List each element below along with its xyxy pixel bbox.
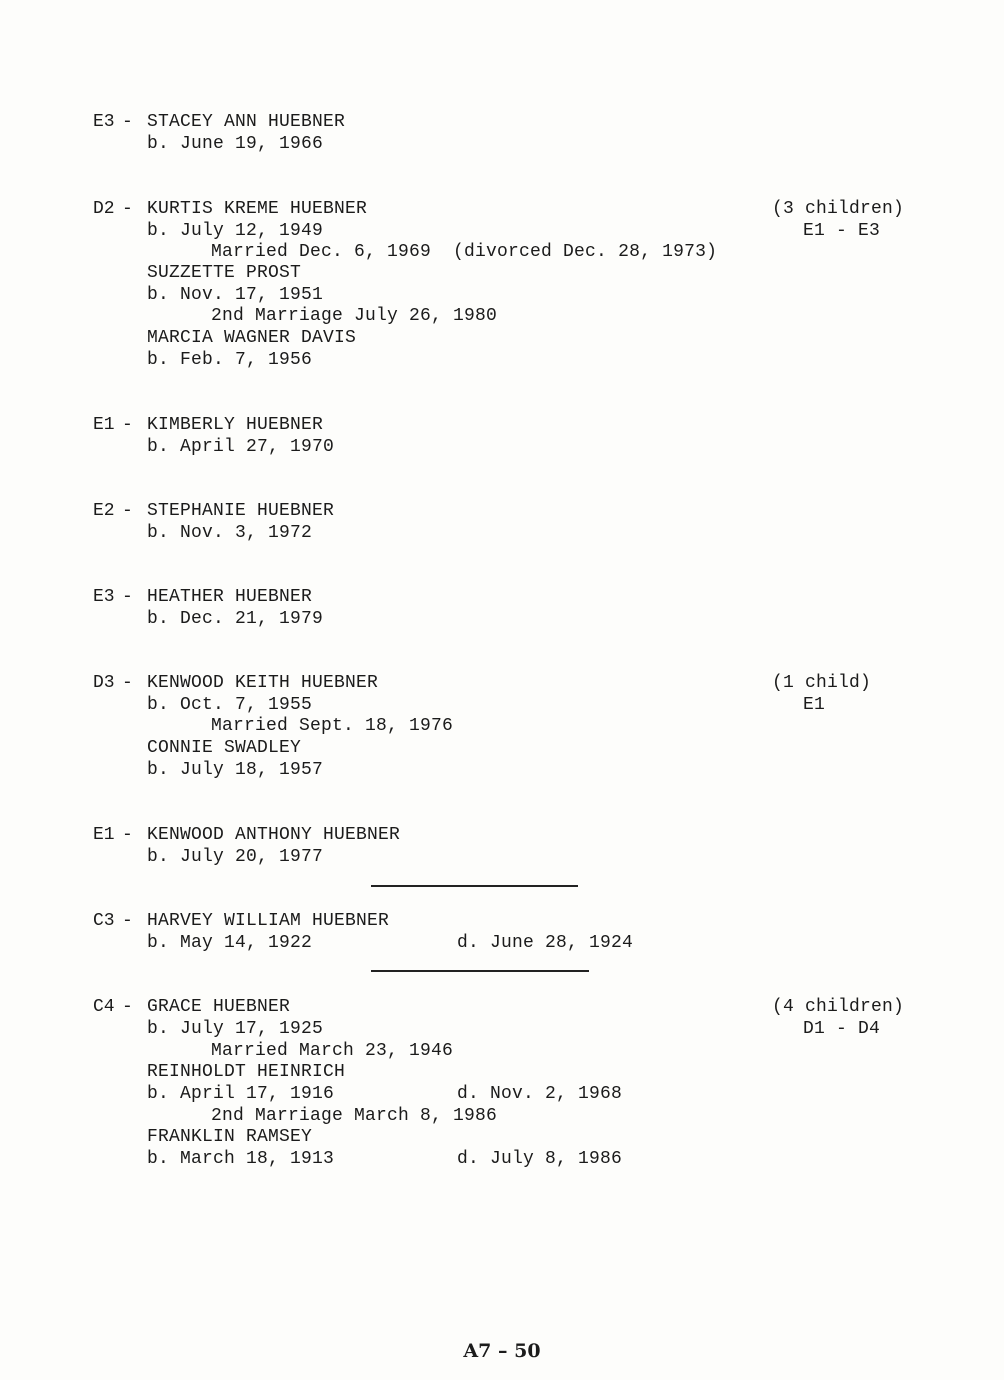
birth-date: b. Oct. 7, 1955: [147, 695, 313, 715]
spouse-birth: b. Nov. 17, 1951: [147, 285, 324, 305]
person-name: GRACE HUEBNER: [147, 997, 291, 1017]
spouse-name: CONNIE SWADLEY: [147, 738, 302, 758]
birth-date: b. June 19, 1966: [147, 134, 324, 154]
children-range: D1 - D4: [803, 1019, 881, 1039]
person-name: HEATHER HUEBNER: [147, 587, 313, 607]
spouse-name: MARCIA WAGNER DAVIS: [147, 328, 357, 348]
marriage-line: Married Dec. 6, 1969 (divorced Dec. 28, 1973): [211, 242, 718, 262]
dash: -: [122, 587, 133, 607]
birth-date: b. July 20, 1977: [147, 847, 324, 867]
spouse-birth: b. Feb. 7, 1956: [147, 350, 313, 370]
section-divider: [371, 885, 578, 887]
dash: -: [122, 415, 133, 435]
generation-code: C3: [93, 911, 115, 931]
generation-code: D3: [93, 673, 115, 693]
spouse-name: SUZZETTE PROST: [147, 263, 302, 283]
dash: -: [122, 825, 133, 845]
person-name: STEPHANIE HUEBNER: [147, 501, 335, 521]
dash: -: [122, 199, 133, 219]
person-name: KENWOOD KEITH HUEBNER: [147, 673, 379, 693]
children-range: E1: [803, 695, 826, 715]
generation-code: E1: [93, 415, 115, 435]
birth-date: b. April 27, 1970: [147, 437, 335, 457]
person-name: HARVEY WILLIAM HUEBNER: [147, 911, 390, 931]
marriage-line: Married Sept. 18, 1976: [211, 716, 454, 736]
section-divider: [371, 970, 589, 972]
person-name: KIMBERLY HUEBNER: [147, 415, 324, 435]
spouse-birth: b. July 18, 1957: [147, 760, 324, 780]
generation-code: C4: [93, 997, 115, 1017]
person-name: KENWOOD ANTHONY HUEBNER: [147, 825, 401, 845]
death-date: d. June 28, 1924: [457, 933, 634, 953]
marriage-line: 2nd Marriage July 26, 1980: [211, 306, 498, 326]
spouse-birth: b. March 18, 1913: [147, 1149, 335, 1169]
person-name: STACEY ANN HUEBNER: [147, 112, 346, 132]
children-count: (4 children): [772, 997, 905, 1017]
children-count: (1 child): [772, 673, 872, 693]
person-name: KURTIS KREME HUEBNER: [147, 199, 368, 219]
dash: -: [122, 112, 133, 132]
birth-date: b. May 14, 1922: [147, 933, 313, 953]
dash: -: [122, 673, 133, 693]
page-number: A7 – 50: [463, 1340, 541, 1362]
children-count: (3 children): [772, 199, 905, 219]
dash: -: [122, 501, 133, 521]
generation-code: D2: [93, 199, 115, 219]
birth-date: b. July 12, 1949: [147, 221, 324, 241]
children-range: E1 - E3: [803, 221, 881, 241]
spouse-death: d. July 8, 1986: [457, 1149, 623, 1169]
marriage-line: 2nd Marriage March 8, 1986: [211, 1106, 498, 1126]
spouse-death: d. Nov. 2, 1968: [457, 1084, 623, 1104]
generation-code: E3: [93, 587, 115, 607]
generation-code: E1: [93, 825, 115, 845]
dash: -: [122, 911, 133, 931]
spouse-birth: b. April 17, 1916: [147, 1084, 335, 1104]
generation-code: E3: [93, 112, 115, 132]
birth-date: b. July 17, 1925: [147, 1019, 324, 1039]
birth-date: b. Nov. 3, 1972: [147, 523, 313, 543]
marriage-line: Married March 23, 1946: [211, 1041, 454, 1061]
generation-code: E2: [93, 501, 115, 521]
dash: -: [122, 997, 133, 1017]
spouse-name: FRANKLIN RAMSEY: [147, 1127, 313, 1147]
spouse-name: REINHOLDT HEINRICH: [147, 1062, 346, 1082]
birth-date: b. Dec. 21, 1979: [147, 609, 324, 629]
